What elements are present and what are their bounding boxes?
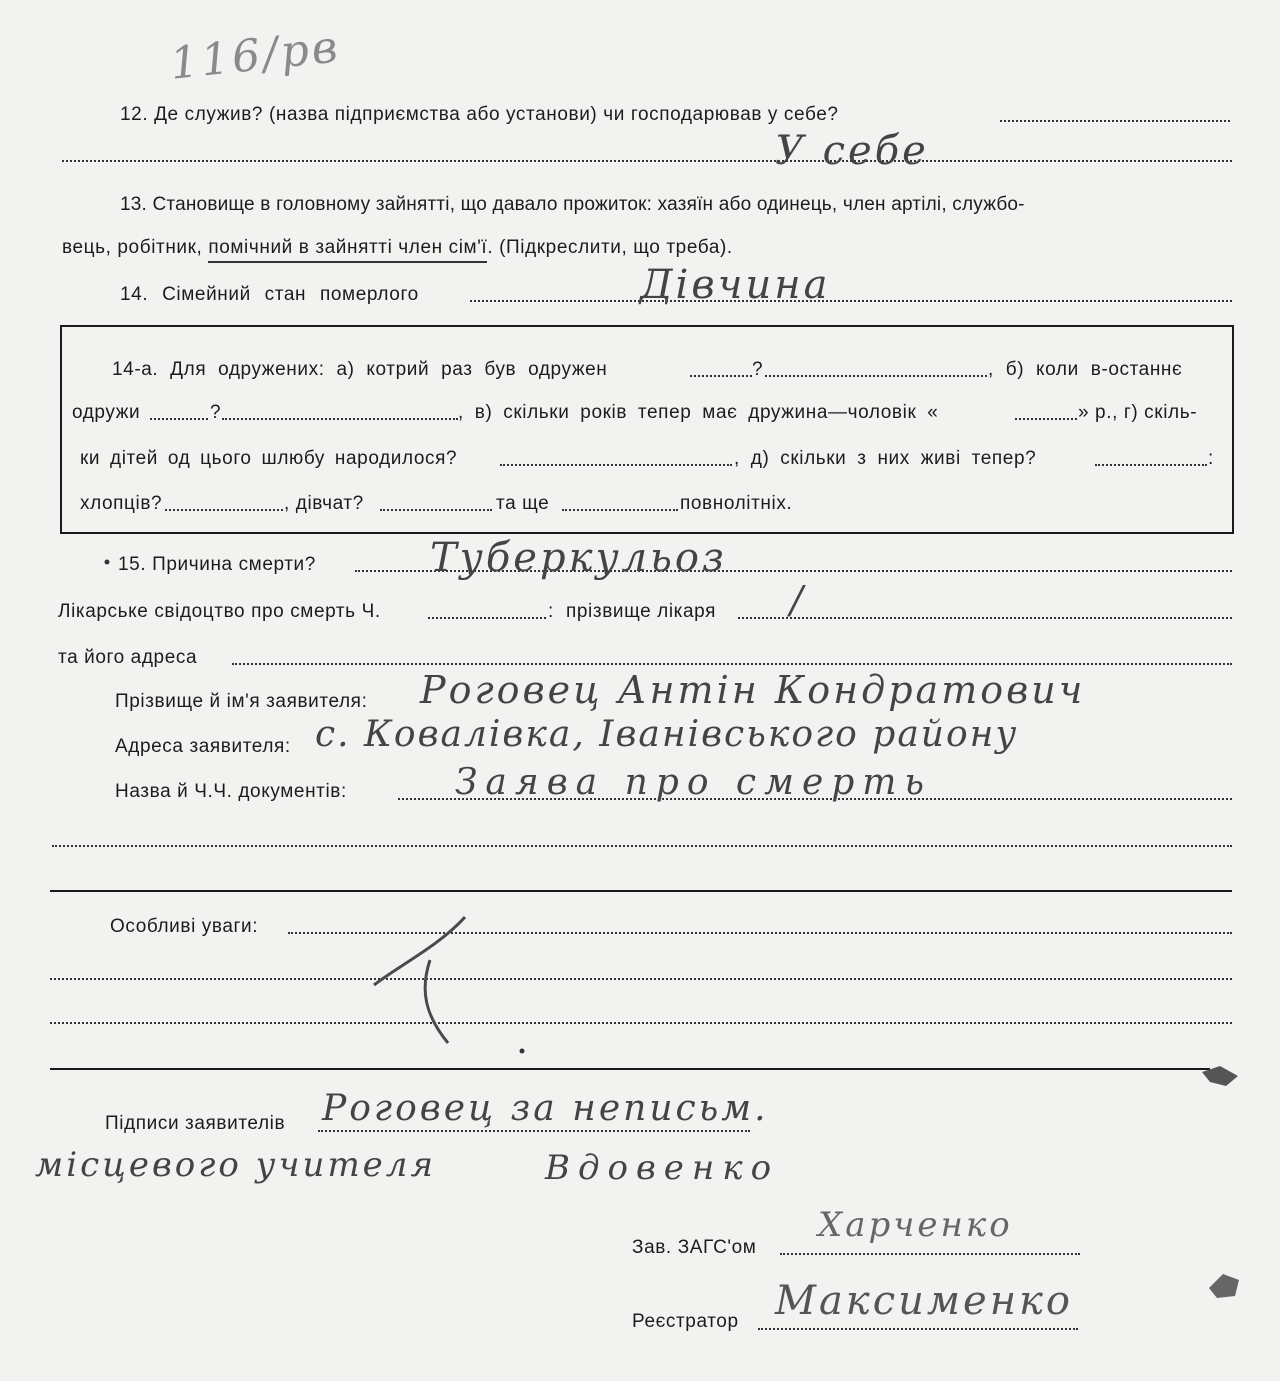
signatures-line2-right: Вдовенко [545, 1148, 780, 1188]
q14a-line3-c: : [1208, 448, 1214, 469]
q14a-box [60, 325, 1234, 534]
margin-speck-icon [100, 555, 114, 569]
notes-label: Особливі уваги: [110, 916, 259, 937]
applicant-address-value: с. Ковалівка, Іванівського району [315, 714, 1019, 755]
q14a-times-married-line-2 [765, 375, 987, 377]
q14a-when-line-1 [150, 418, 208, 420]
q14a-line3-b: , д) скільки з них живі тепер? [734, 448, 1037, 469]
q14a-boys-line [165, 509, 283, 511]
q14a-line1-a: 14-а. Для одружених: а) котрий раз був одружен [112, 359, 608, 380]
signatures-line [318, 1130, 750, 1132]
applicant-name-label: Прізвище й ім'я заявителя: [115, 691, 368, 712]
q12-answer-line [62, 160, 1232, 162]
q14-answer: Дівчина [640, 262, 831, 308]
q14a-line1-b: , б) коли в-останнє [988, 359, 1183, 380]
q15-cert-sep: : [548, 601, 554, 622]
q14a-girls-line [380, 509, 492, 511]
q14a-line2-b: , в) скільки років тепер має дружина—чоловік « [458, 402, 939, 423]
signatures-line2-left: місцевого учителя [35, 1145, 436, 1185]
notes-line-3 [50, 1022, 1232, 1024]
notes-dash-mark [360, 905, 500, 1055]
q14a-line1-q: ? [752, 359, 764, 380]
registrar-signature: Максименко [775, 1278, 1074, 1324]
registrar-label: Реєстратор [632, 1311, 739, 1332]
q15-answer: Туберкульоз [430, 535, 727, 581]
zags-signature: Харченко [818, 1205, 1013, 1245]
q14a-line4-b: , дівчат? [284, 493, 364, 514]
scratch-mark-icon [1200, 1062, 1244, 1092]
scratch-mark-icon-2 [1205, 1268, 1245, 1302]
applicant-name-value: Роговец Антін Кондратович [420, 668, 1086, 712]
q14a-line4-d: повнолітніх. [680, 493, 793, 514]
q13-line2-b: . (Підкреслити, що треба). [487, 237, 733, 258]
applicant-address-label: Адреса заявителя: [115, 736, 291, 757]
q14a-children-born-line [500, 464, 732, 466]
q15-doctor-mark: / [790, 578, 806, 622]
signatures-value: Роговец за неписьм. [322, 1088, 769, 1129]
q12-dotted-line [1000, 120, 1230, 122]
notes-line-2 [50, 978, 1232, 980]
q15-cert-line [428, 617, 546, 619]
q15-doctor-line [738, 617, 1232, 619]
q13-line2-a: вець, робітник, [62, 237, 209, 258]
q13-line2 [62, 236, 733, 260]
q13-underlined-option: помічний в зайнятті член сім'ї [208, 237, 487, 263]
q14a-adults-line [562, 509, 678, 511]
q14a-line4-a: хлопців? [80, 493, 163, 514]
q15-address-line [232, 663, 1232, 665]
applicant-extra-line [52, 845, 1232, 847]
q14a-children-alive-line [1095, 464, 1207, 466]
q14a-times-married-line [690, 375, 752, 377]
signatures-label: Підписи заявителів [105, 1113, 286, 1134]
q14a-line3-a: ки дітей од цього шлюбу народилося? [80, 448, 458, 469]
q13-line1: 13. Становище в головному зайнятті, що давало прожиток: хазяїн або одинець, член артілі, службо- [120, 194, 1025, 215]
zags-label: Зав. ЗАГС'ом [632, 1237, 757, 1258]
q14a-line2-c: » р., г) скіль- [1078, 402, 1198, 423]
q14a-line2-q: ? [210, 402, 222, 423]
q14a-line2-a: одружи [72, 402, 141, 423]
q12-label: 12. Де служив? (назва підприємства або установи) чи господарював у себе? [120, 104, 839, 125]
q14a-line4-c: та ще [496, 493, 550, 514]
q15-doctor-label: прізвище лікаря [566, 601, 717, 622]
section-divider-1 [50, 890, 1232, 892]
section-divider-2 [50, 1068, 1210, 1070]
registrar-line [758, 1328, 1078, 1330]
zags-line [780, 1253, 1080, 1255]
q14-label: 14. Сімейний стан померлого [120, 284, 419, 305]
q15-label: 15. Причина смерти? [118, 554, 316, 575]
q15-address-label: та його адреса [58, 647, 198, 668]
applicant-docs-value: Заява про смерть [455, 762, 933, 803]
q14a-spouse-age-line [1015, 418, 1077, 420]
applicant-docs-label: Назва й Ч.Ч. документів: [115, 781, 347, 802]
archive-number: 116/рв [167, 21, 343, 90]
margin-speck-icon-2 [515, 1044, 529, 1058]
q14-answer-line [470, 300, 1232, 302]
q12-answer: У себе [775, 128, 929, 174]
q14a-when-line-2 [222, 418, 458, 420]
q15-cert-label: Лікарське свідоцтво про смерть Ч. [58, 601, 381, 622]
